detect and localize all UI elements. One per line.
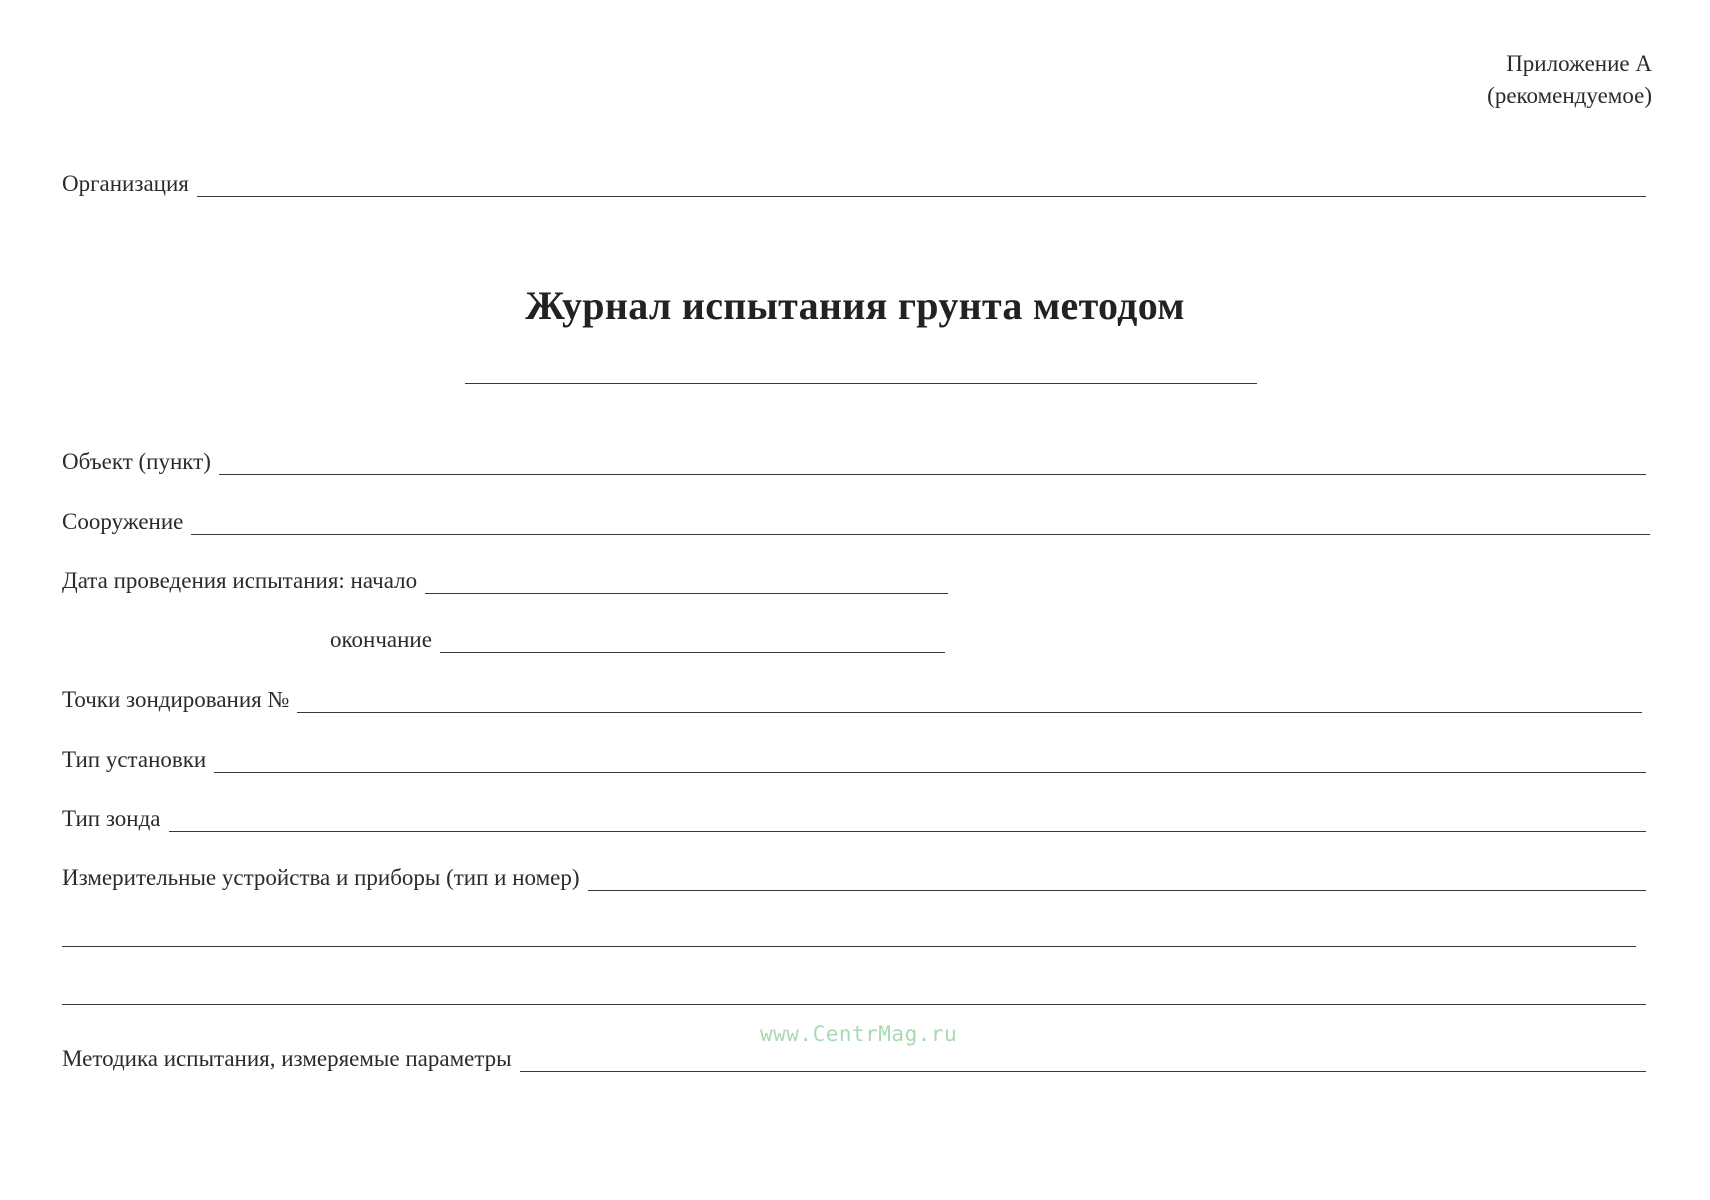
- object-field: [62, 448, 1646, 476]
- measuring-devices-continuation-line-1[interactable]: [62, 946, 1636, 947]
- sounding-points-field: [62, 686, 1642, 714]
- test-method-field: [62, 1045, 1646, 1073]
- page-title: Журнал испытания грунта методом: [525, 283, 1185, 328]
- measuring-devices-field: [62, 864, 1646, 892]
- probe-type-label: Тип зонда: [62, 806, 161, 831]
- object-input-line[interactable]: [219, 473, 1646, 475]
- structure-label: Сооружение: [62, 509, 184, 534]
- measuring-devices-continuation-line-2[interactable]: [62, 1004, 1646, 1005]
- appendix-title: Приложение А: [1506, 51, 1652, 76]
- probe-type-input-line[interactable]: [169, 830, 1646, 832]
- test-date-start-label: Дата проведения испытания: начало: [62, 568, 418, 593]
- probe-type-field: [62, 805, 1646, 833]
- test-date-end-input-line[interactable]: [440, 651, 945, 653]
- measuring-devices-label: Измерительные устройства и приборы (тип и номер): [62, 865, 580, 890]
- method-input-line[interactable]: [465, 383, 1257, 384]
- test-method-label: Методика испытания, измеряемые параметры: [62, 1046, 512, 1071]
- installation-type-field: [62, 746, 1646, 774]
- sounding-points-label: Точки зондирования №: [62, 687, 290, 712]
- organization-field: [62, 170, 1646, 198]
- organization-input-line[interactable]: [197, 195, 1646, 197]
- appendix-header: [1487, 48, 1652, 112]
- test-date-end-field: [330, 626, 945, 654]
- test-date-end-label: окончание: [330, 627, 432, 652]
- test-method-input-line[interactable]: [520, 1070, 1646, 1072]
- structure-input-line[interactable]: [191, 533, 1650, 535]
- installation-type-label: Тип установки: [62, 747, 207, 772]
- test-date-start-input-line[interactable]: [425, 592, 948, 594]
- organization-label: Организация: [62, 171, 189, 196]
- appendix-subtitle: (рекомендуемое): [1487, 83, 1652, 108]
- structure-field: [62, 508, 1650, 536]
- watermark: www.CentrMag.ru: [760, 1022, 958, 1046]
- measuring-devices-input-line[interactable]: [588, 889, 1646, 891]
- test-date-start-field: [62, 567, 948, 595]
- object-label: Объект (пункт): [62, 449, 211, 474]
- installation-type-input-line[interactable]: [214, 771, 1646, 773]
- sounding-points-input-line[interactable]: [297, 711, 1642, 713]
